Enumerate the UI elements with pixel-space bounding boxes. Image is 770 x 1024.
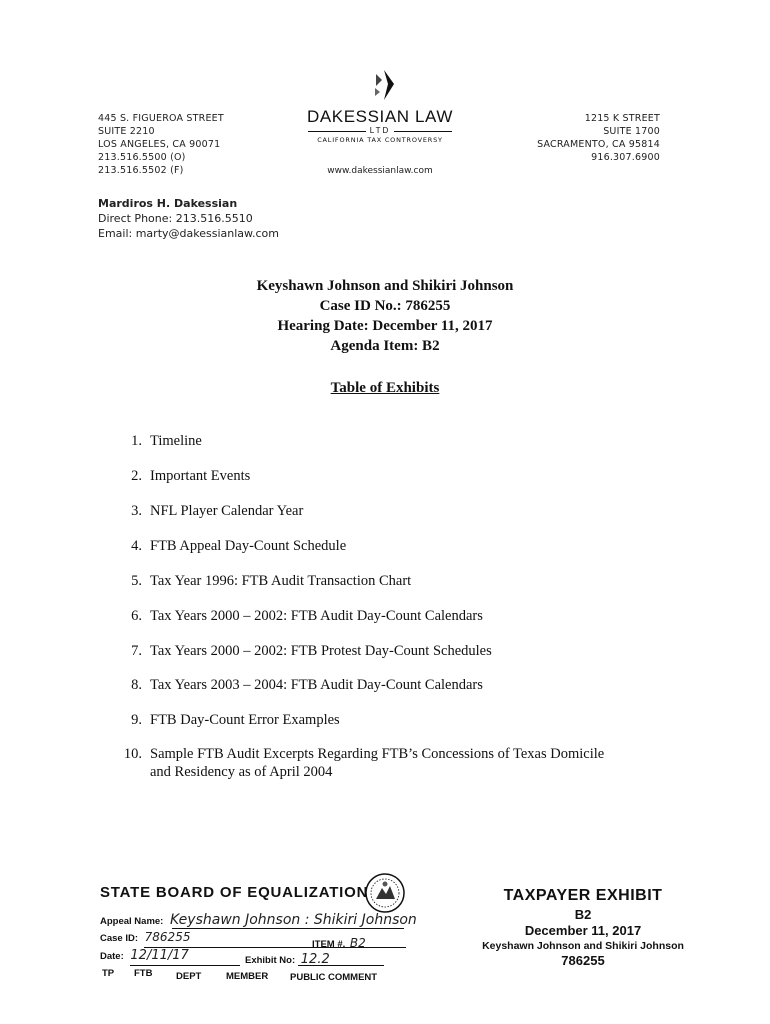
case-id: Case ID No.: 786255 xyxy=(319,298,451,314)
date-label: Date: xyxy=(100,951,124,962)
board-title: STATE BOARD OF EQUALIZATION xyxy=(100,884,369,901)
address-line: LOS ANGELES, CA 90071 xyxy=(98,139,221,150)
list-item xyxy=(120,607,660,625)
exhibit-title: Sample FTB Audit Excerpts Regarding FTB’s Concessions of Texas Domicile and Residency as of April 2004 xyxy=(150,746,605,780)
exhibit-title: NFL Player Calendar Year xyxy=(150,503,304,519)
list-item xyxy=(120,537,660,555)
exhibit-number: 7. xyxy=(131,643,142,659)
exhibit-number: 1. xyxy=(131,433,142,449)
right-office-address xyxy=(537,112,660,164)
exhibit-number: 3. xyxy=(131,503,142,519)
exhibit-number: 9. xyxy=(131,712,142,728)
date-line xyxy=(130,965,240,966)
list-item xyxy=(120,432,660,450)
attorney-email: Email: marty@dakessianlaw.com xyxy=(98,227,279,240)
list-item xyxy=(120,572,660,590)
firm-name-block xyxy=(300,108,460,145)
case-id-row xyxy=(100,930,190,944)
exhibit-number: 10. xyxy=(123,746,142,762)
list-item xyxy=(120,502,660,520)
state-seal-icon xyxy=(364,872,406,914)
exhibit-title: Tax Years 2003 – 2004: FTB Audit Day-Count Calendars xyxy=(150,677,483,693)
attorney-name: Mardiros H. Dakessian xyxy=(98,197,238,210)
exhibit-title: Tax Years 2000 – 2002: FTB Protest Day-Count Schedules xyxy=(150,643,492,659)
date-value: 12/11/17 xyxy=(130,948,189,963)
exhibit-title: Tax Year 1996: FTB Audit Transaction Chart xyxy=(150,573,412,589)
case-heading xyxy=(0,276,770,356)
list-item xyxy=(120,745,620,781)
hearing-date: Hearing Date: December 11, 2017 xyxy=(277,318,493,334)
taxpayer-exhibit-label xyxy=(468,886,698,969)
exhibit-number: 8. xyxy=(131,677,142,693)
firm-name: DAKESSIAN LAW xyxy=(306,107,454,126)
role-public-comment: PUBLIC COMMENT xyxy=(290,972,378,983)
exhibit-title: Important Events xyxy=(150,468,251,484)
appeal-name-label: Appeal Name: xyxy=(100,916,164,927)
list-item xyxy=(120,711,660,729)
dakessian-law-logo-icon xyxy=(364,66,404,106)
exhibit-line xyxy=(298,965,384,966)
exhibit-title: FTB Day-Count Error Examples xyxy=(150,712,340,728)
taxpayer-exhibit-title: TAXPAYER EXHIBIT xyxy=(503,887,663,904)
firm-suffix: LTD xyxy=(300,126,460,136)
agenda-item: Agenda Item: B2 xyxy=(330,338,440,354)
appeal-name-row xyxy=(100,912,417,928)
address-line: SACRAMENTO, CA 95814 xyxy=(537,139,660,150)
table-of-exhibits-title: Table of Exhibits xyxy=(330,380,440,396)
exhibit-label: Exhibit No: xyxy=(245,955,296,966)
address-line: 213.516.5502 (F) xyxy=(98,165,184,176)
exhibit-title: Timeline xyxy=(150,433,202,449)
appeal-name-line xyxy=(172,928,404,929)
list-item xyxy=(120,676,660,694)
exhibit-number: 4. xyxy=(131,538,142,554)
date-row xyxy=(100,948,189,963)
exhibit-number: 5. xyxy=(131,573,142,589)
role-ftb: FTB xyxy=(134,968,153,979)
case-id-label: Case ID: xyxy=(100,933,139,944)
attorney-contact xyxy=(98,196,279,241)
appeal-name-value: Keyshawn Johnson : Shikiri Johnson xyxy=(170,912,417,928)
item-value: B2 xyxy=(349,936,366,950)
list-item xyxy=(120,642,660,660)
case-parties: Keyshawn Johnson and Shikiri Johnson xyxy=(256,278,514,294)
exhibit-title: Tax Years 2000 – 2002: FTB Audit Day-Count Calendars xyxy=(150,608,483,624)
taxpayer-exhibit-date: December 11, 2017 xyxy=(524,923,642,938)
address-line: 213.516.5500 (O) xyxy=(98,152,186,163)
address-line: SUITE 1700 xyxy=(603,126,660,137)
role-member: MEMBER xyxy=(226,971,269,982)
list-item xyxy=(120,467,660,485)
taxpayer-exhibit-case-id: 786255 xyxy=(561,953,605,968)
role-dept: DEPT xyxy=(176,971,202,982)
exhibit-title: FTB Appeal Day-Count Schedule xyxy=(150,538,347,554)
address-line: SUITE 2210 xyxy=(98,126,155,137)
item-label: ITEM #. xyxy=(312,939,346,950)
case-id-value: 786255 xyxy=(144,930,191,944)
address-line: 1215 K STREET xyxy=(584,113,660,124)
attorney-phone: Direct Phone: 213.516.5510 xyxy=(98,212,253,225)
exhibit-number: 2. xyxy=(131,468,142,484)
role-tp: TP xyxy=(102,968,115,979)
taxpayer-exhibit-names: Keyshawn Johnson and Shikiri Johnson xyxy=(482,940,684,952)
address-line: 916.307.6900 xyxy=(591,152,660,163)
firm-tagline: CALIFORNIA TAX CONTROVERSY xyxy=(317,136,443,144)
exhibit-number: 6. xyxy=(131,608,142,624)
address-line: 445 S. FIGUEROA STREET xyxy=(98,113,224,124)
exhibit-value: 12.2 xyxy=(300,952,330,967)
left-office-address xyxy=(98,112,224,177)
taxpayer-exhibit-item: B2 xyxy=(574,907,592,922)
firm-website: www.dakessianlaw.com xyxy=(327,166,433,176)
